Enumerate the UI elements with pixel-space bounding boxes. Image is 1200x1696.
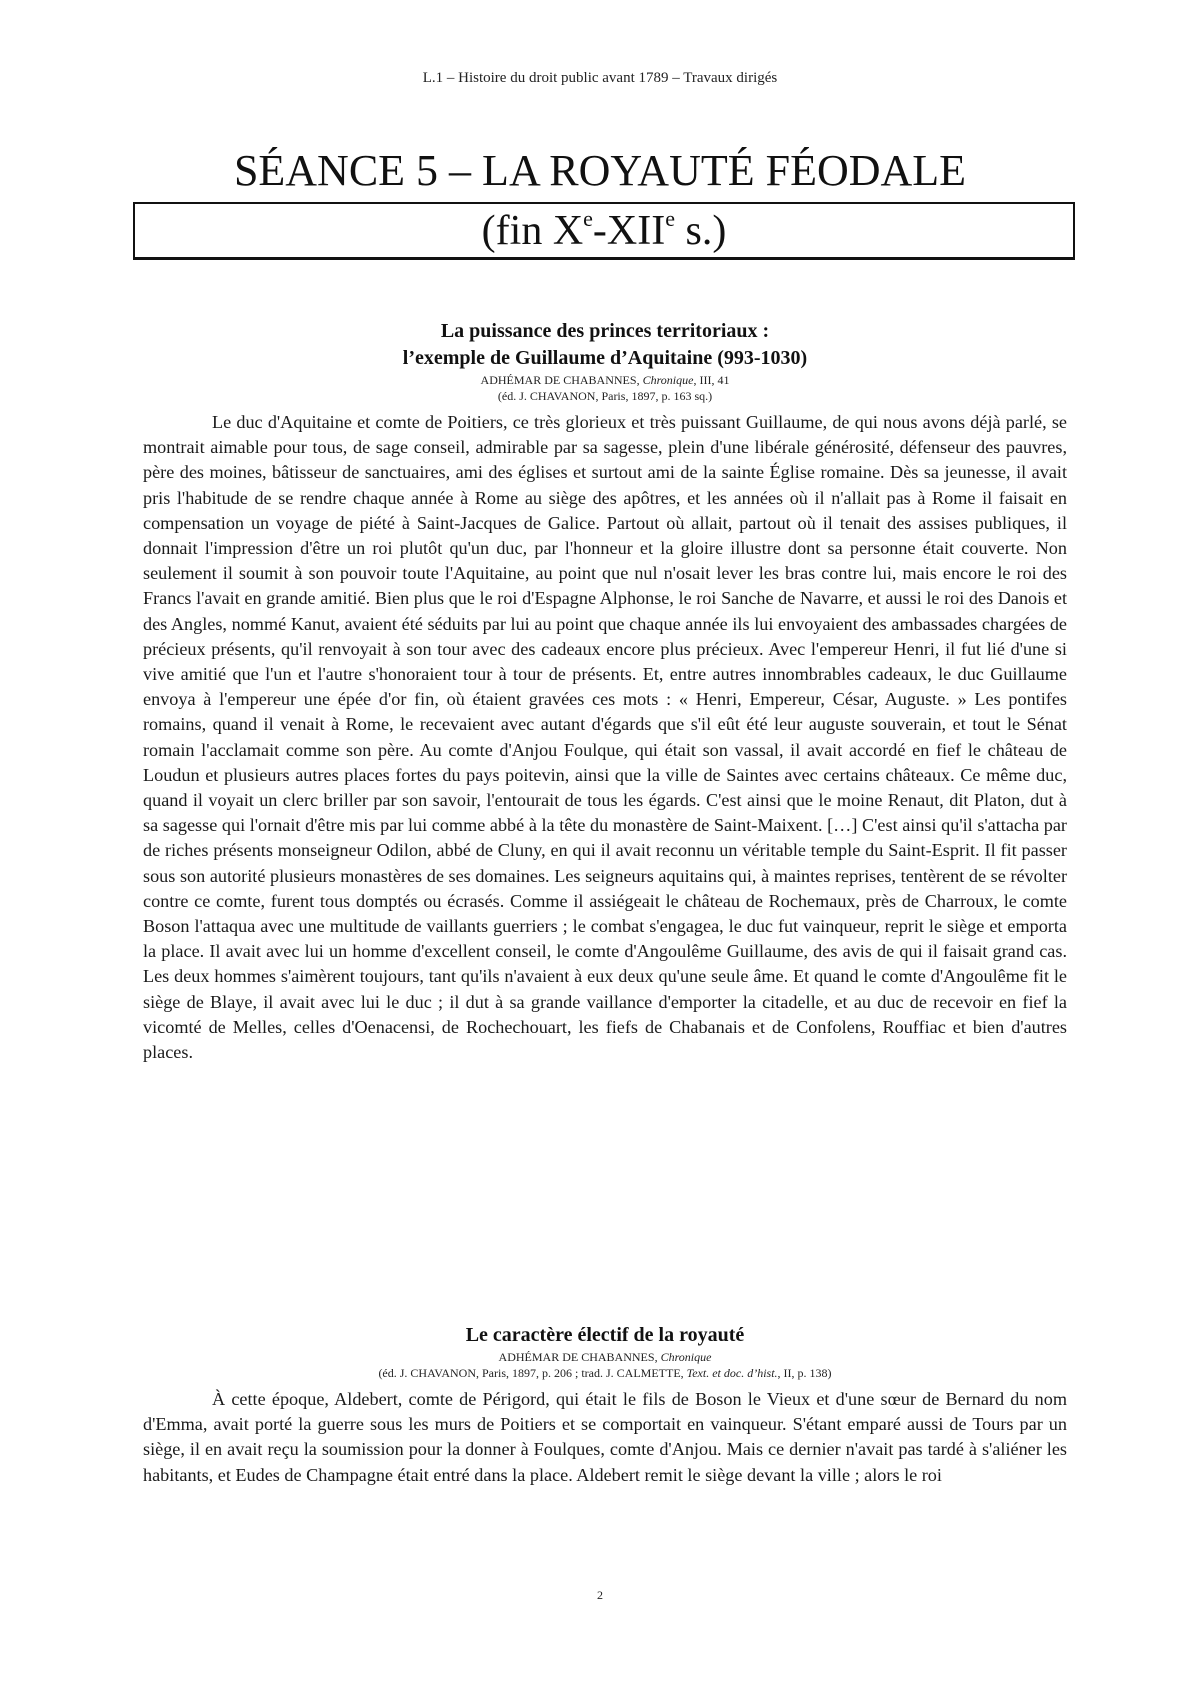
subtitle-post: s.) — [674, 208, 727, 254]
section-source: ADHÉMAR DE CHABANNES, Chronique, III, 41 — [480, 373, 730, 387]
subtitle-sup-2: e — [665, 206, 675, 231]
subtitle-sup-1: e — [583, 206, 593, 231]
section-royaute-elective — [143, 1322, 1067, 1488]
running-head: L.1 – Histoire du droit public avant 1789 – Travaux dirigés — [422, 70, 778, 86]
subtitle-pre: (fin X — [481, 208, 584, 254]
section-guillaume-aquitaine — [143, 318, 1067, 1065]
section-body: À cette époque, Aldebert, comte de Périgord, qui était le fils de Boson le Vieux et d'une sœur de Bernard du nom d'Emma, avait porté la guerre sous les murs de Poitiers et se comportait en vainqueur. S'étant emparé aussi de Tours par un siège, il en avait reçu la soumission pour la donner à Foulques, comte d'Anjou. Mais ce dernier n'avait pas tardé à s'aliéner les habitants, et Eudes de Champagne était entré dans la place. Aldebert remit le siège devant la ville ; alors le roi — [143, 1389, 1067, 1485]
section-source-edition — [143, 1365, 1067, 1381]
section-title-line-1: La puissance des princes territoriaux : — [440, 320, 770, 342]
source-edition-post: , II, p. 138) — [777, 1366, 832, 1380]
section-source: ADHÉMAR DE CHABANNES, Chronique — [498, 1350, 712, 1364]
page-number: 2 — [597, 1588, 603, 1602]
source-author: ADHÉMAR DE CHABANNES — [480, 373, 637, 387]
section-title: Le caractère électif de la royauté — [465, 1324, 745, 1346]
source-work: Chronique — [660, 1350, 712, 1364]
section-source-edition: (éd. J. CHAVANON, Paris, 1897, p. 163 sq.) — [497, 389, 713, 403]
section-title-line-2: l’exemple de Guillaume d’Aquitaine (993-1030) — [402, 347, 808, 369]
source-edition-pre: (éd. J. CHAVANON, Paris, 1897, p. 206 ; trad. J. CALMETTE, — [378, 1366, 687, 1380]
source-author: ADHÉMAR DE CHABANNES — [498, 1350, 655, 1364]
section-body: Le duc d'Aquitaine et comte de Poitiers, ce très glorieux et très puissant Guillaume, de qui nous avons déjà parlé, se montrait aimable pour tous, de sage conseil, admirable par sa sagesse, plein d'une libérale générosité, défenseur des pauvres, père des moines, bâtisseur de sanctuaires, ami des églises et surtout ami de la sainte Église romaine. Dès sa jeunesse, il avait pris l'habitude de se rendre chaque année à Rome au siège des apôtres, et les années où il n'allait pas à Rome il faisait en compensation un voyage de piété à Saint-Jacques de Galice. Partout où allait, partout où il tenait des assises publiques, il donnait l'impression d'être un roi plutôt qu'un duc, par l'honneur et la gloire illustre dont sa personne était couverte. Non seulement il soumit à son pouvoir toute l'Aquitaine, au point que nul n'osait lever les bras contre lui, mais encore le roi des Francs l'avait en grande amitié. Bien plus que le roi d'Espagne Alphonse, le roi Sanche de Navarre, et aussi le roi des Danois et des Angles, nommé Kanut, avaient été séduits par lui au point que chaque année ils lui envoyaient des ambassades chargées de précieux présents, qu'il renvoyait à son tour avec des cadeaux encore plus précieux. Avec l'empereur Henri, il fut lié d'une si vive amitié que l'un et l'autre s'honoraient tour à tour de présents. Et, entre autres innombrables cadeaux, le duc Guillaume envoya à l'empereur une épée d'or fin, où étaient gravées ces mots : « Henri, Empereur, César, Auguste. » Les pontifes romains, quand il venait à Rome, le recevaient avec autant d'égards que s'il eût été leur auguste souverain, et tout le Sénat romain l'acclamait comme son père. Au comte d'Anjou Foulque, qui était son vassal, il avait accordé en fief le château de Loudun et plusieurs autres places fortes du pays poitevin, ainsi que la ville de Saintes avec certains châteaux. Ce même duc, quand il voyait un clerc briller par son savoir, l'entourait de tous les égards. C'est ainsi que le moine Renaut, dit Platon, dut à sa sagesse qui l'ornait d'être mis par lui comme abbé à la tête du monastère de Saint-Maixent. […] C'est ainsi qu'il s'attacha par de riches présents monseigneur Odilon, abbé de Cluny, en qui il avait reconnu un véritable temple du Saint-Esprit. Il fit passer sous son autorité plusieurs monastères de ses domaines. Les seigneurs aquitains qui, à maintes reprises, tentèrent de se révolter contre ce comte, furent tous domptés ou écrasés. Comme il assiégeait le château de Rochemaux, près de Charroux, le comte Boson l'attaqua avec une multitude de vaillants guerriers ; le combat s'engagea, le duc fut vainqueur, reprit le siège et emporta la place. Il avait avec lui un homme d'excellent conseil, le comte d'Angoulême Guillaume, des avis de qui il faisait grand cas. Les deux hommes s'aimèrent toujours, tant qu'ils n'avaient à eux deux qu'une seule âme. Et quand le comte d'Angoulême fit le siège de Blaye, il avait avec lui le duc ; il dut à sa grande vaillance d'emporter la citadelle, et au duc de recevoir en fief la vicomté de Melles, celles d'Oenacensi, de Rochechouart, les fiefs de Chabanais et de Confolens, Rouffiac et bien d'autres places. — [143, 412, 1067, 1063]
source-work: Chronique — [642, 373, 694, 387]
page-title-text: SÉANCE 5 – LA ROYAUTÉ FÉODALE — [233, 146, 967, 195]
page-title — [0, 145, 1200, 197]
source-ref: , III, 41 — [693, 373, 730, 387]
subtitle-box — [133, 202, 1075, 260]
source-edition-work: Text. et doc. d’hist. — [686, 1366, 778, 1380]
subtitle-mid: -XII — [592, 208, 666, 254]
